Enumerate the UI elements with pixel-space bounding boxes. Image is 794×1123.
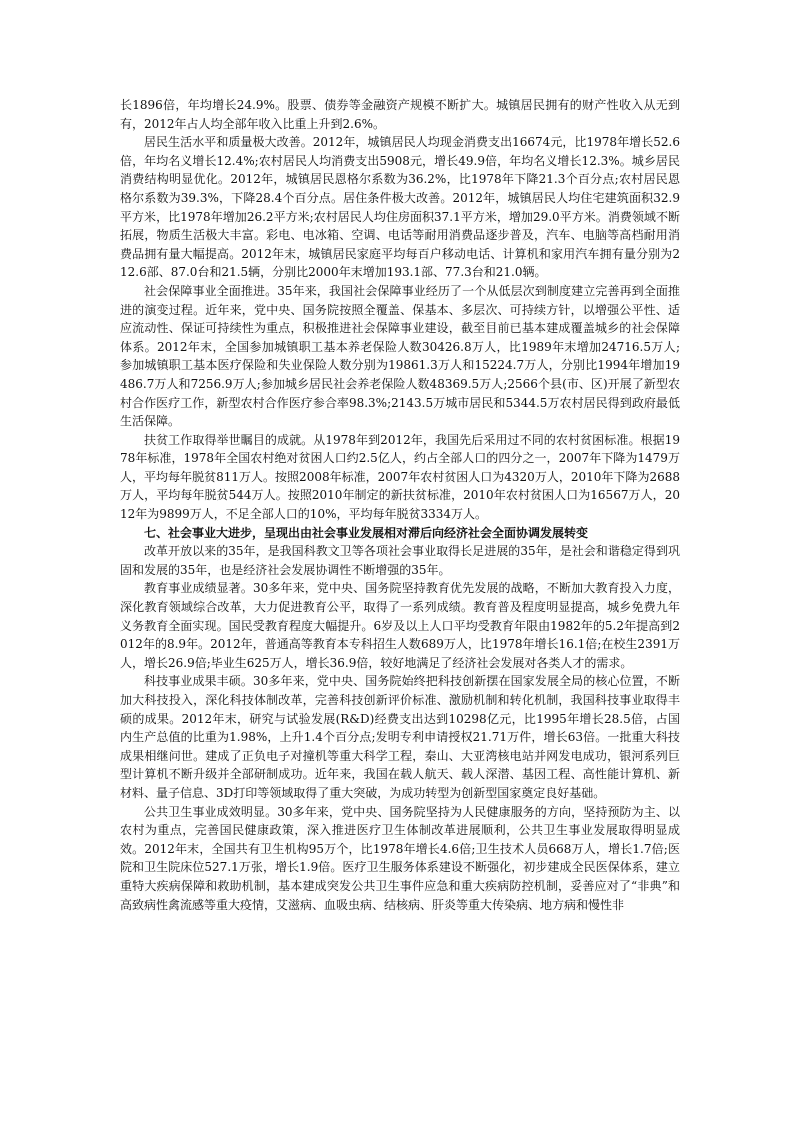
paragraph-section-intro: 改革开放以来的35年，是我国科教文卫等各项社会事业取得长足进展的35年，是社会和谐稳定得到巩固和发展的35年，也是经济社会发展协调性不断增强的35年。 xyxy=(120,544,680,577)
paragraph-poverty-alleviation: 扶贫工作取得举世瞩目的成就。从1978年到2012年，我国先后采用过不同的农村贫困标准。根据1978年标准，1978年全国农村绝对贫困人口约2.5亿人，约占全部人口的四分之一，2007年下降为1479万人，平均每年脱贫811万人。按照2008年标准，2007年农村贫困人口为4320万人，2010年下降为2688万人，平均每年脱贫544万人。按照2010年制定的新扶贫标准，2010年农村贫困人口为16567万人，2012年为9899万人，不足全部人口的10%，平均每年脱贫3334万人。 xyxy=(120,432,680,522)
paragraph-property-income: 长1896倍，年均增长24.9%。股票、债券等金融资产规模不断扩大。城镇居民拥有的财产性收入从无到有，2012年占人均全部年收入比重上升到2.6%。 xyxy=(120,98,680,131)
paragraph-living-standard: 居民生活水平和质量极大改善。2012年，城镇居民人均现金消费支出16674元，比1978年增长52.6倍，年均名义增长12.4%;农村居民人均消费支出5908元，增长49.9倍，年均名义增长12.3%。城乡居民消费结构明显优化。2012年，城镇居民恩格尔系数为36.2%，比1978年下降21.3个百分点;农村居民恩格尔系数为39.3%，下降28.4个百分点。居住条件极大改善。2012年，城镇居民人均住宅建筑面积32.9平方米，比1978年增加26.2平方米;农村居民人均住房面积37.1平方米，增加29.0平方米。消费领域不断拓展，物质生活极大丰富。彩电、电冰箱、空调、电话等耐用消费品逐步普及，汽车、电脑等高档耐用消费品拥有量大幅提高。2012年末，城镇居民家庭平均每百户移动电话、计算机和家用汽车拥有量分别为212.6部、87.0台和21.5辆，分别比2000年末增加193.1部、77.3台和21.0辆。 xyxy=(120,135,680,280)
paragraph-social-security: 社会保障事业全面推进。35年来，我国社会保障事业经历了一个从低层次到制度建立完善再到全面推进的演变过程。近年来，党中央、国务院按照全覆盖、保基本、多层次、可持续方针，以增强公平性、适应流动性、保证可持续性为重点，积极推进社会保障事业建设，截至目前已基本建成覆盖城乡的社会保障体系。2012年末，全国参加城镇职工基本养老保险人数30426.8万人，比1989年末增加24716.5万人;参加城镇职工基本医疗保险和失业保险人数分别为19861.3万人和15224.7万人，分别比1994年增加19486.7万人和7256.9万人;参加城乡居民社会养老保险人数48369.5万人;2566个县(市、区)开展了新型农村合作医疗工作，新型农村合作医疗参合率98.3%;2143.5万城市居民和5344.5万农村居民得到政府最低生活保障。 xyxy=(120,283,680,429)
document-page xyxy=(120,96,680,914)
paragraph-education: 教育事业成绩显著。30多年来，党中央、国务院坚持教育优先发展的战略，不断加大教育投入力度，深化教育领域综合改革，大力促进教育公平，取得了一系列成绩。教育普及程度明显提高，城乡免费九年义务教育全面实现。国民受教育程度大幅提升。6岁及以上人口平均受教育年限由1982年的5.2年提高到2012年的8.9年。2012年，普通高等教育本专科招生人数689万人，比1978年增长16.1倍;在校生2391万人，增长26.9倍;毕业生625万人，增长36.9倍，较好地满足了经济社会发展对各类人才的需求。 xyxy=(120,581,680,670)
paragraph-science-technology: 科技事业成果丰硕。30多年来，党中央、国务院始终把科技创新摆在国家发展全局的核心位置，不断加大科技投入，深化科技体制改革，完善科技创新评价标准、激励机制和转化机制，我国科技事业取得丰硕的成果。2012年末，研究与试验发展(R&D)经费支出达到10298亿元，比1995年增长28.5倍，占国内生产总值的比重为1.98%，上升1.4个百分点;发明专利申请授权21.71万件，增长63倍。一批重大科技成果相继问世。建成了正负电子对撞机等重大科学工程，秦山、大亚湾核电站并网发电成功，银河系列巨型计算机不断升级并全部研制成功。近年来，我国在载人航天、载人深潜、基因工程、高性能计算机、新材料、量子信息、3D打印等领域取得了重大突破，为成功转型为创新型国家奠定良好基础。 xyxy=(120,674,680,800)
paragraph-public-health: 公共卫生事业成效明显。30多年来，党中央、国务院坚持为人民健康服务的方向，坚持预防为主、以农村为重点，完善国民健康政策，深入推进医疗卫生体制改革进展顺利，公共卫生事业发展取得明显成效。2012年末，全国共有卫生机构95万个，比1978年增长4.6倍;卫生技术人员668万人，增长1.7倍;医院和卫生院床位527.1万张，增长1.9倍。医疗卫生服务体系建设不断强化，初步建成全民医保体系，建立重特大疾病保障和救助机制，基本建成突发公共卫生事件应急和重大疾病防控机制，妥善应对了“非典”和高致病性禽流感等重大疫情，艾滋病、血吸虫病、结核病、肝炎等重大传染病、地方病和慢性非 xyxy=(120,804,680,912)
section-heading: 七、社会事业大进步，呈现出由社会事业发展相对滞后向经济社会全面协调发展转变 xyxy=(144,525,589,540)
